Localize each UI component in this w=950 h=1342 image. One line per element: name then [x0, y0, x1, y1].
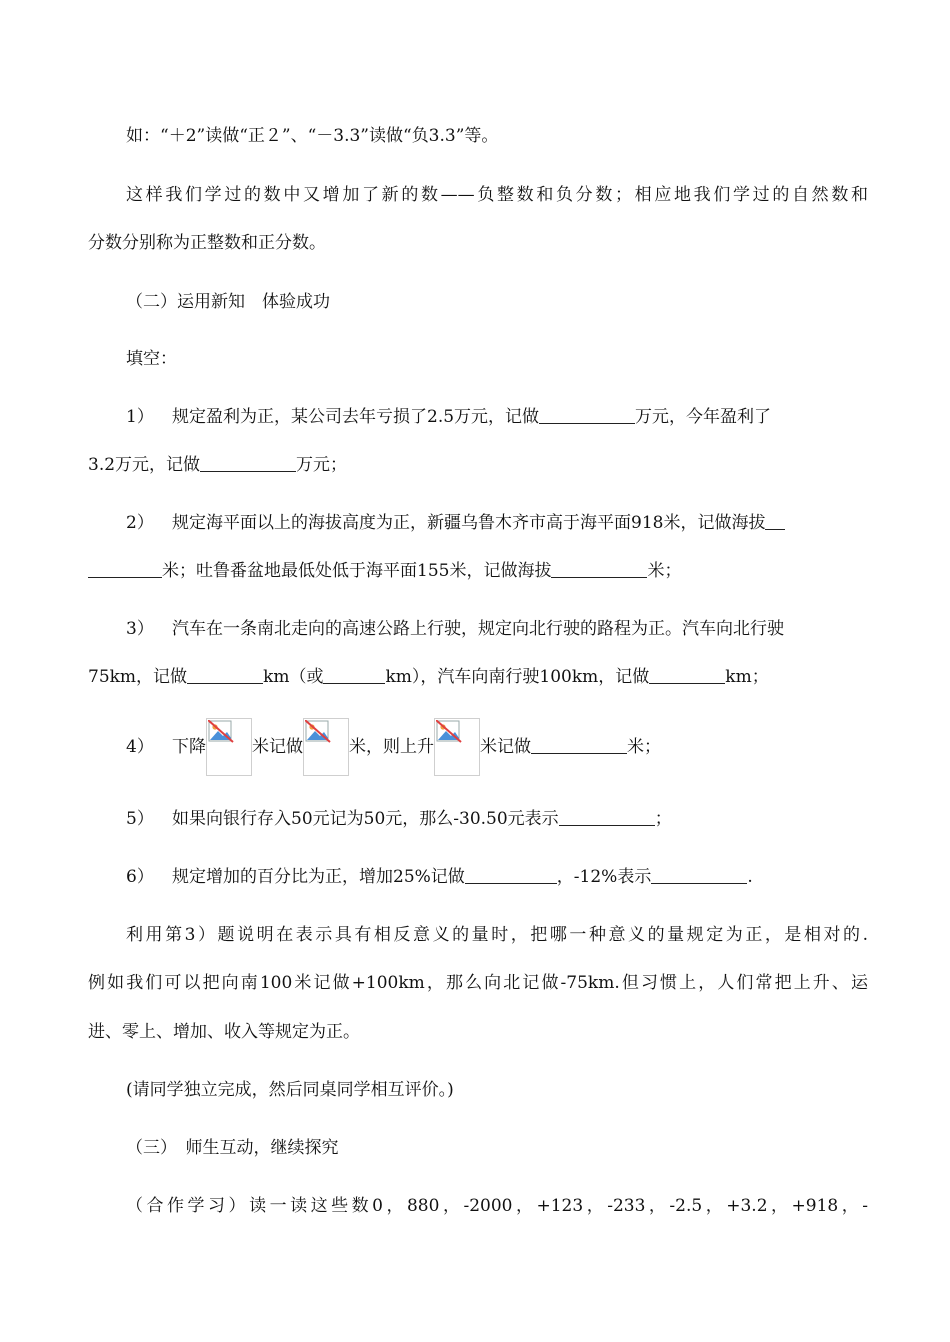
answer-blank[interactable] [187, 665, 263, 684]
answer-blank[interactable] [200, 453, 296, 472]
answer-blank[interactable] [559, 807, 655, 826]
question-text: 规定增加的百分比为正，增加25%记做 [172, 867, 465, 887]
question-text: 75km，记做 [88, 667, 188, 687]
question-3-line1 [126, 617, 868, 641]
question-number: 6） [126, 867, 154, 887]
question-text: 米； [627, 737, 661, 757]
question-3-line2 [88, 665, 868, 689]
question-number: 2） [126, 513, 154, 533]
question-number: 4） [126, 737, 154, 757]
explanation-line3: 进、零上、增加、收入等规定为正。 [88, 1022, 360, 1042]
paragraph-new-numbers-line1: 这样我们学过的数中又增加了新的数——负整数和负分数；相应地我们学过的自然数和 [126, 185, 868, 205]
question-text: 米记做 [252, 737, 303, 757]
broken-image-icon [208, 720, 234, 744]
question-text: 米记做 [480, 737, 531, 757]
question-text: 米，则上升 [349, 737, 434, 757]
question-text: km），汽车向南行驶100km，记做 [385, 667, 650, 687]
question-text: km； [725, 667, 769, 687]
question-text: 米；吐鲁番盆地最低处低于海平面155米，记做海拔 [162, 561, 552, 581]
instruction-note: (请同学独立完成，然后同桌同学相互评价。) [126, 1080, 454, 1100]
answer-blank-end[interactable] [88, 559, 162, 578]
question-2-line1 [126, 511, 868, 535]
question-text: ； [654, 809, 672, 829]
explanation-line1: 利用第3）题说明在表示具有相反意义的量时，把哪一种意义的量规定为正，是相对的. [126, 925, 868, 945]
answer-blank[interactable] [465, 865, 557, 884]
paragraph-new-numbers-line2: 分数分别称为正整数和正分数。 [88, 233, 326, 253]
explanation-line2: 例如我们可以把向南100米记做+100km，那么向北记做-75km.但习惯上，人们常把上升、运 [88, 973, 868, 993]
answer-blank[interactable] [649, 665, 725, 684]
question-1-line1 [126, 405, 868, 429]
question-text: 如果向银行存入50元记为50元，那么-30.50元表示 [172, 809, 559, 829]
answer-blank[interactable] [539, 405, 635, 424]
question-number: 1） [126, 407, 154, 427]
answer-blank[interactable] [323, 665, 385, 684]
question-text: km（或 [263, 667, 324, 687]
question-text: 汽车在一条南北走向的高速公路上行驶，规定向北行驶的路程为正。汽车向北行驶 [172, 619, 784, 639]
broken-image-icon [305, 720, 331, 744]
paragraph-reading-example: 如：“＋2”读做“正２”、“－3.3”读做“负3.3”等。 [126, 126, 499, 146]
question-number: 3） [126, 619, 154, 639]
broken-image-icon [436, 720, 462, 744]
question-text: 万元； [296, 455, 348, 475]
question-text: 规定盈利为正，某公司去年亏损了2.5万元，记做 [172, 407, 540, 427]
question-text: . [747, 867, 753, 887]
question-5 [126, 807, 868, 831]
image-placeholder [434, 718, 480, 776]
section-heading-3: （三） 师生互动，继续探究 [126, 1138, 339, 1158]
question-text: 万元，今年盈利了 [635, 407, 772, 427]
question-4 [126, 720, 868, 782]
question-text: 米； [647, 561, 682, 581]
answer-blank[interactable] [551, 559, 647, 578]
image-placeholder [206, 718, 252, 776]
image-placeholder [303, 718, 349, 776]
question-6 [126, 865, 868, 889]
question-text: 规定海平面以上的海拔高度为正，新疆乌鲁木齐市高于海平面918米，记做海拔 [172, 513, 766, 533]
question-text: 下降 [172, 737, 206, 757]
answer-blank[interactable] [531, 735, 627, 754]
cooperative-learning-line: （合作学习）读一读这些数0，880，-2000，+123，-233，-2.5，+3.2，+918，- [126, 1196, 868, 1216]
question-number: 5） [126, 809, 154, 829]
answer-blank-start[interactable] [765, 511, 785, 530]
question-text: 3.2万元，记做 [88, 455, 201, 475]
section-heading-2: （二）运用新知 体验成功 [126, 292, 330, 312]
answer-blank[interactable] [651, 865, 747, 884]
question-1-line2 [88, 453, 868, 477]
fill-in-label: 填空： [126, 349, 177, 369]
question-text: ，-12%表示 [556, 867, 652, 887]
question-2-line2 [88, 559, 868, 583]
